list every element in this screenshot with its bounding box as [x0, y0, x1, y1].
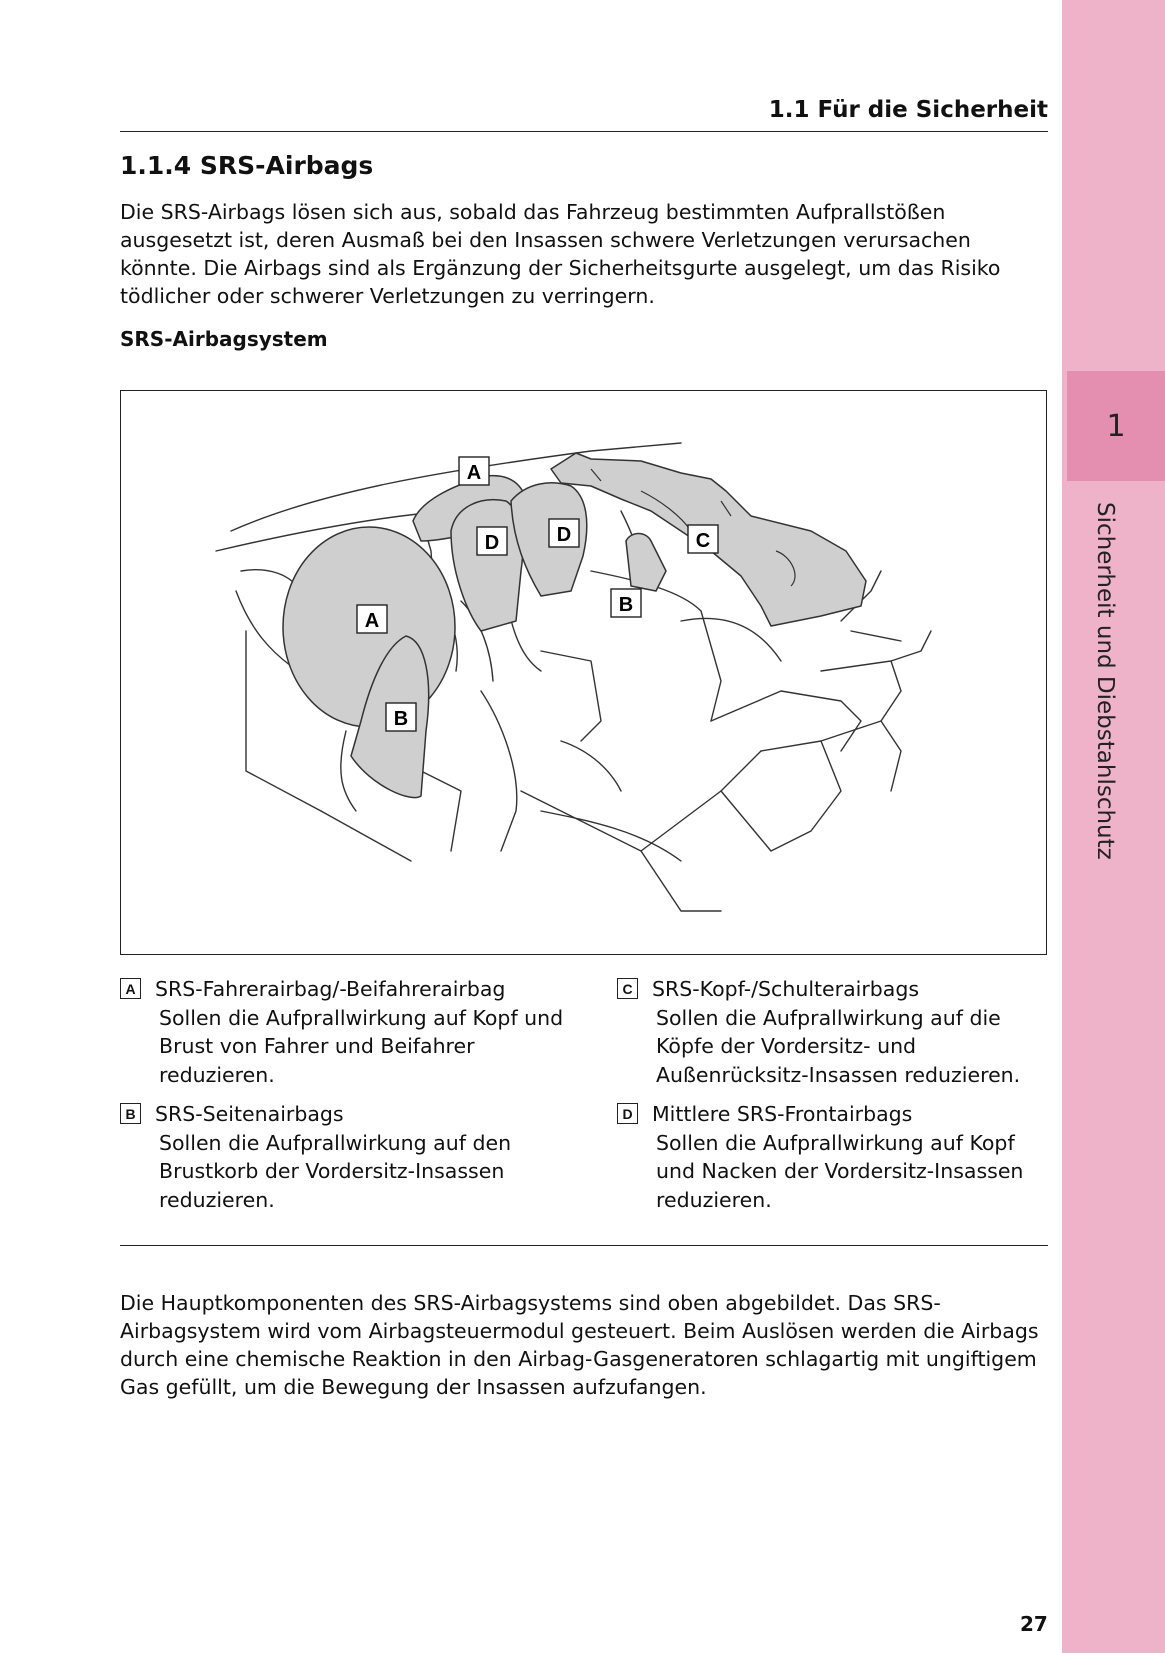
chapter-title: Sicherheit und Diebstahlschutz: [1092, 502, 1118, 860]
subheading: SRS-Airbagsystem: [120, 327, 328, 351]
legend-letter-a: A: [120, 978, 141, 999]
label-c: [688, 525, 718, 553]
page-title: 1.1.4 SRS-Airbags: [120, 151, 374, 180]
legend-description-b: Sollen die Aufprallwirkung auf den Brustkorb der Vordersitz-Insassen reduzieren.: [159, 1130, 512, 1212]
body-paragraph: Die Hauptkomponenten des SRS-Airbagsystems sind oben abgebildet. Das SRS-Airbagsystem wird vom Airbagsteuermodul gesteuert. Beim Auslösen werden die Airbags durch eine chemische Reaktion in den Airbag-Gasgeneratoren schlagartig mit ungiftigem Gas gefüllt, um die Bewegung der Insassen aufzufangen.: [120, 1291, 1039, 1399]
legend-item-b: [120, 1100, 590, 1214]
svg-text:B: B: [618, 594, 634, 616]
section-header: 1.1 Für die Sicherheit: [768, 97, 1048, 123]
label-a-top: [459, 457, 489, 485]
chapter-number-tab: 1: [1067, 371, 1165, 481]
airbag-system-figure: [120, 390, 1047, 955]
label-b-left: [386, 703, 416, 731]
svg-text:A: A: [364, 610, 380, 632]
legend-item-d: [617, 1100, 1057, 1214]
label-d-right: [549, 519, 579, 547]
svg-text:D: D: [556, 524, 572, 546]
svg-text:D: D: [484, 532, 500, 554]
svg-text:C: C: [695, 530, 711, 552]
legend-title-d: Mittlere SRS-Frontairbags: [652, 1102, 913, 1126]
page-number: 27: [1020, 1612, 1048, 1636]
passenger-side-airbag: [626, 534, 666, 592]
legend-letter-c: C: [617, 978, 638, 999]
legend-title-c: SRS-Kopf-/Schulterairbags: [652, 977, 920, 1001]
legend-item-a: [120, 975, 590, 1089]
legend-description-d: Sollen die Aufprallwirkung auf Kopf und Nacken der Vordersitz-Insassen reduzieren.: [656, 1130, 1024, 1212]
legend-letter-d: D: [617, 1103, 638, 1124]
legend-title-b: SRS-Seitenairbags: [155, 1102, 344, 1126]
label-d-left: [477, 527, 507, 555]
svg-text:B: B: [393, 708, 409, 730]
legend-item-c: [617, 975, 1057, 1089]
legend-description-c: Sollen die Aufprallwirkung auf die Köpfe der Vordersitz- und Außenrücksitz-Insassen reduzieren.: [656, 1005, 1021, 1087]
label-a-left: [357, 605, 387, 633]
svg-text:A: A: [466, 462, 482, 484]
content-divider: [120, 1245, 1048, 1246]
intro-paragraph: Die SRS-Airbags lösen sich aus, sobald das Fahrzeug bestimmten Aufprallstößen ausgesetzt ist, deren Ausmaß bei den Insassen schwere Verletzungen verursachen könnte. Die Airbags sind als Ergänzung der Sicherheitsgurte ausgelegt, um das Risiko tödlicher oder schwerer Verletzungen zu verringern.: [120, 200, 1001, 308]
legend-letter-b: B: [120, 1103, 141, 1124]
label-b-right: [611, 589, 641, 617]
legend-title-a: SRS-Fahrerairbag/-Beifahrerairbag: [155, 977, 506, 1001]
legend-description-a: Sollen die Aufprallwirkung auf Kopf und Brust von Fahrer und Beifahrer reduzieren.: [159, 1005, 564, 1087]
airbag-illustration: [121, 391, 1046, 954]
header-divider: [120, 131, 1048, 132]
